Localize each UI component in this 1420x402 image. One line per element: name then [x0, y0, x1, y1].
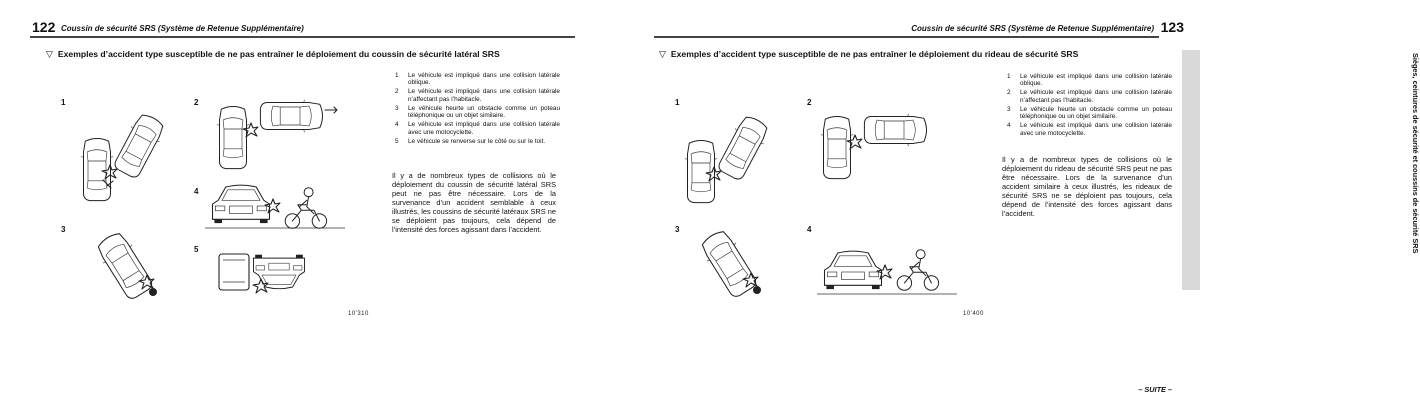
scene-2-side-collision	[217, 100, 337, 169]
scene-5-rollover	[219, 254, 305, 293]
running-header: Coussin de sécurité SRS (Système de Retenue Supplémentaire)	[911, 24, 1154, 33]
scene-3-pole-collision	[697, 227, 761, 301]
figure-label-5: 5	[194, 245, 199, 254]
accident-scenes-drawing	[667, 68, 967, 328]
list-item: 4 Le véhicule est impliqué dans une collision latérale avec une motocyclette.	[395, 121, 560, 136]
list-item: 5 Le véhicule se renverse sur le côté ou sur le toit.	[395, 137, 546, 145]
list-item: 1 Le véhicule est impliqué dans une collision latérale oblique.	[1007, 73, 1172, 88]
figure-label-3: 3	[675, 225, 680, 234]
left-page	[0, 0, 588, 402]
figure-code: 10'400	[963, 311, 984, 317]
accident-illustration	[55, 68, 375, 328]
continued-marker: – SUITE –	[1138, 385, 1172, 394]
body-paragraph: Il y a de nombreux types de collisions où le déploiement du coussin de sécurité latéral SRS peut ne pas être nécessaire. Lors de la survenance d’un accident semblable à ceux illustrés, les coussins de sécurité latéraux SRS ne se déploient pas toujours, cela dépend de l’intensité des forces agissant dans l’accident.	[392, 171, 556, 234]
scene-3-pole-collision	[93, 229, 157, 303]
scene-4-motorcycle-collision	[817, 250, 957, 294]
chapter-side-tab	[1182, 50, 1420, 290]
scene-2-side-collision	[821, 114, 927, 179]
body-paragraph: Il y a de nombreux types de collisions où le déploiement du rideau de sécurité SRS peut ne pas être nécessaire. Lors de la survenance d’un accident similaire à ceux illustrés, les rideaux de sécurité SRS ne se déploient pas toujours, cela dépend de l’intensité des forces agissant dans l’accident.	[1002, 155, 1172, 218]
scene-4-motorcycle-collision	[205, 185, 345, 228]
running-header: Coussin de sécurité SRS (Système de Retenue Supplémentaire)	[61, 24, 304, 33]
chapter-side-tab-label: Sièges, ceintures de sécurité et coussins de sécurité SRS	[1411, 53, 1420, 254]
accident-illustration	[667, 68, 984, 328]
figure-label-2: 2	[194, 98, 199, 107]
scene-1-oblique-collision	[81, 111, 168, 201]
figure-label-1: 1	[675, 98, 680, 107]
figure-code: 10'310	[348, 311, 369, 317]
section-title-text: Exemples d’accident type susceptible de ne pas entraîner le déploiement du coussin de sécurité latéral SRS	[57, 49, 500, 59]
page-number: 123	[1160, 19, 1184, 35]
figure-label-3: 3	[61, 225, 66, 234]
section-title-text: Exemples d’accident type susceptible de ne pas entraîner le déploiement du rideau de sécurité SRS	[670, 49, 1079, 59]
figure-label-1: 1	[61, 98, 66, 107]
list-item: 4 Le véhicule est impliqué dans une collision latérale avec une motocyclette.	[1007, 122, 1172, 137]
section-title	[46, 49, 500, 60]
scene-1-oblique-collision	[685, 113, 772, 203]
figure-label-2: 2	[807, 98, 812, 107]
figure-label-4: 4	[807, 225, 812, 234]
list-item: 3 Le véhicule heurte un obstacle comme un poteau téléphonique ou un objet similaire.	[1007, 105, 1172, 121]
scenario-list	[395, 72, 560, 147]
accident-scenes-drawing	[55, 68, 375, 328]
list-item: 2 Le véhicule est impliqué dans une collision latérale n’affectant pas l’habitacle.	[395, 88, 560, 103]
header-rule	[30, 36, 575, 38]
page-number: 122	[32, 19, 56, 35]
list-item: 3 Le véhicule heurte un obstacle comme un poteau téléphonique ou un objet similaire.	[395, 104, 560, 120]
scenario-list	[1007, 73, 1172, 139]
list-item: 2 Le véhicule est impliqué dans une collision latérale n’affectant pas l’habitacle.	[1007, 89, 1172, 104]
list-item: 1 Le véhicule est impliqué dans une collision latérale oblique.	[395, 72, 560, 87]
figure-label-4: 4	[194, 187, 199, 196]
header-rule	[654, 36, 1159, 38]
section-title	[659, 49, 1078, 60]
triangle-marker-icon: ▽	[46, 49, 53, 59]
triangle-marker-icon: ▽	[659, 49, 666, 59]
